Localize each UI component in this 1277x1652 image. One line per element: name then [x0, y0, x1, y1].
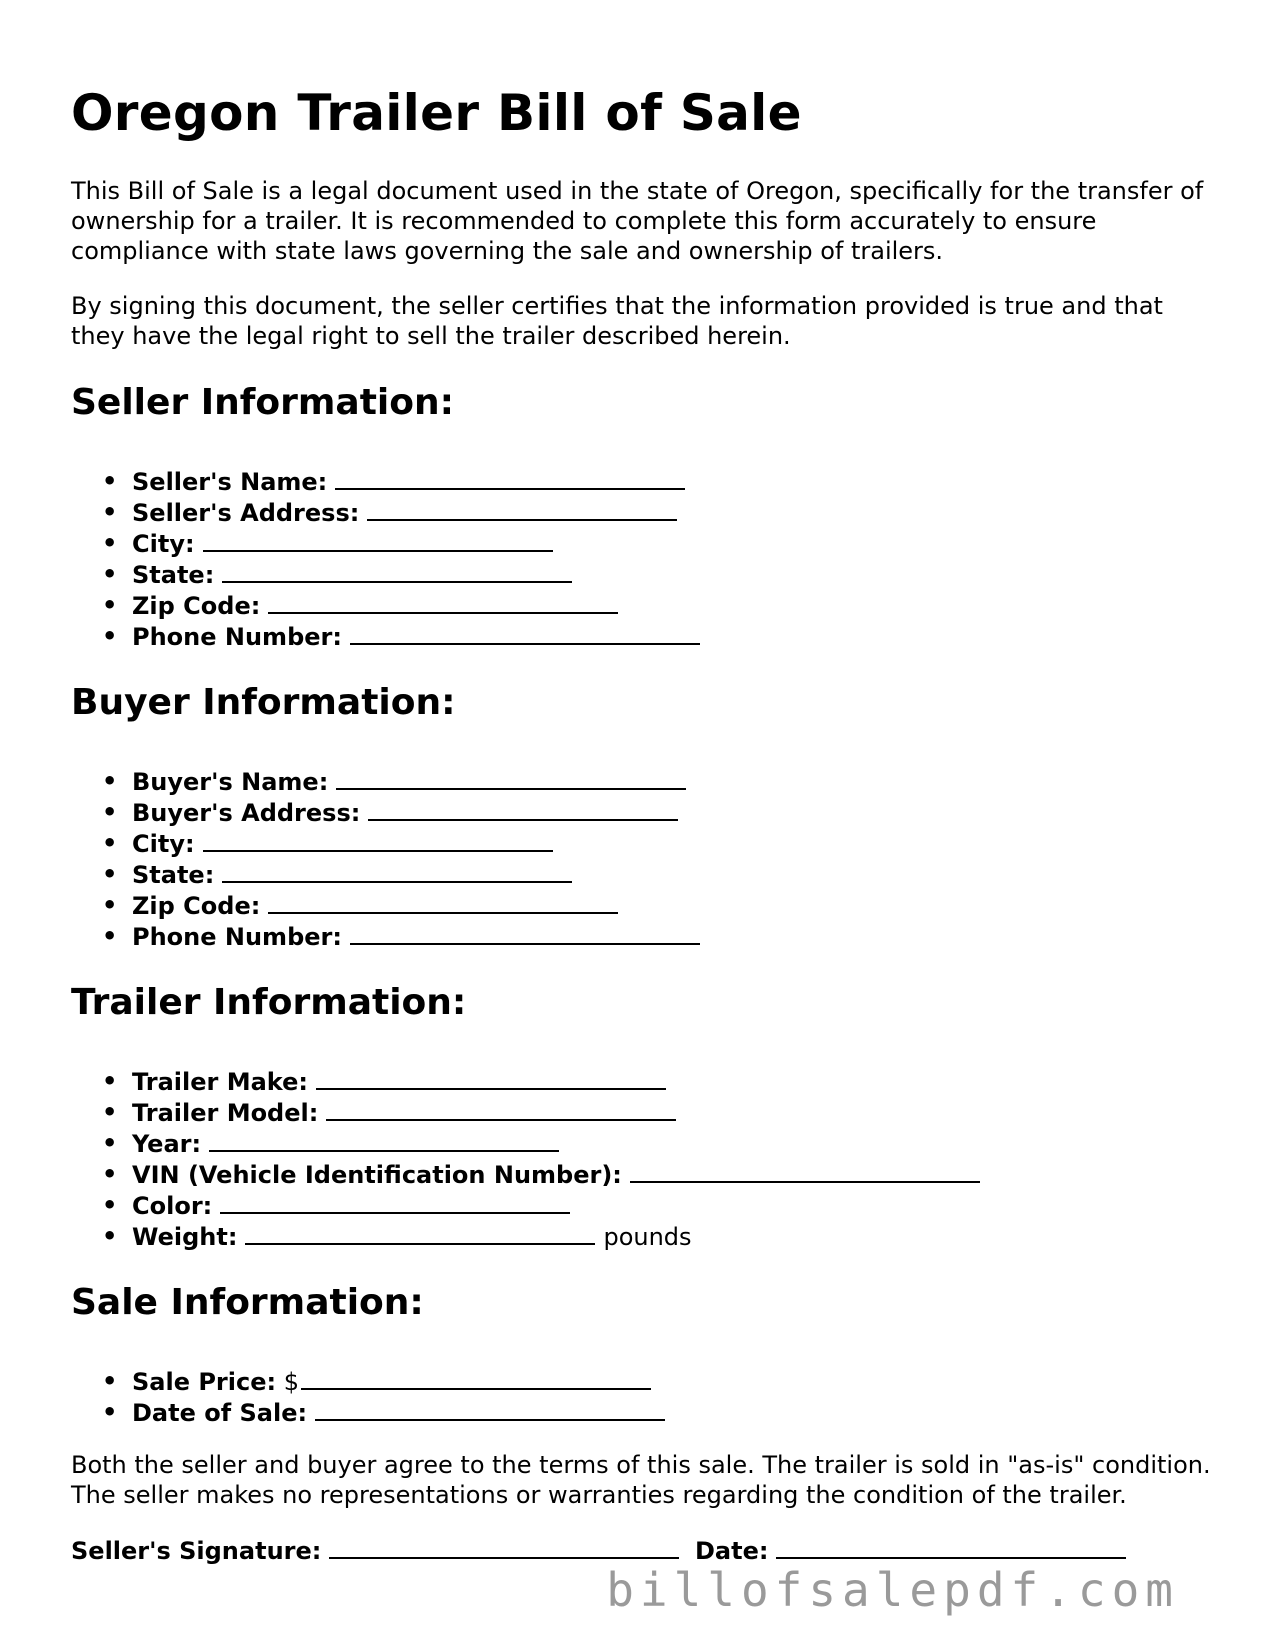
weight-unit: pounds [603, 1223, 692, 1251]
buyer-phone-blank[interactable] [350, 921, 700, 945]
buyer-state-field [102, 859, 1221, 890]
sale-fields-list [71, 1366, 1221, 1428]
sale-price-field [102, 1366, 1221, 1397]
bullet: • [102, 560, 118, 588]
field-label: State: [132, 561, 215, 589]
bullet: • [102, 622, 118, 650]
seller-name-blank[interactable] [335, 466, 685, 490]
document-page [71, 84, 1221, 1566]
trailer-vin-field [102, 1159, 1221, 1190]
bullet: • [102, 591, 118, 619]
bullet: • [102, 1398, 118, 1426]
field-label: Color: [132, 1192, 213, 1220]
seller-zip-blank[interactable] [268, 590, 618, 614]
intro-paragraph-2: By signing this document, the seller certifies that the information provided is true and that they have the legal right to sell the trailer described herein. [71, 292, 1163, 350]
bullet: • [102, 922, 118, 950]
seller-city-field [102, 528, 1221, 559]
seller-address-blank[interactable] [367, 497, 677, 521]
field-label: City: [132, 530, 195, 558]
seller-section-heading: Seller Information: [71, 382, 455, 423]
bullet: • [102, 798, 118, 826]
signature-line [71, 1535, 1221, 1566]
field-label: Phone Number: [132, 623, 342, 651]
trailer-model-field [102, 1097, 1221, 1128]
field-label: Zip Code: [132, 892, 261, 920]
bullet: • [102, 1129, 118, 1157]
trailer-year-blank[interactable] [209, 1128, 559, 1152]
trailer-weight-field [102, 1221, 1221, 1252]
bullet: • [102, 1367, 118, 1395]
seller-signature-blank[interactable] [329, 1535, 679, 1559]
buyer-address-blank[interactable] [368, 797, 678, 821]
document-title: Oregon Trailer Bill of Sale [71, 84, 802, 142]
field-label: Trailer Model: [132, 1099, 319, 1127]
bullet: • [102, 829, 118, 857]
field-label: Year: [132, 1130, 202, 1158]
seller-city-blank[interactable] [203, 528, 553, 552]
trailer-vin-blank[interactable] [630, 1159, 980, 1183]
intro-paragraph-1: This Bill of Sale is a legal document used in the state of Oregon, specifically for the transfer of ownership for a trailer. It is recommended to complete this form accurately to ensure compliance with state laws governing the sale and ownership of trailers. [71, 177, 1204, 265]
trailer-fields-list [71, 1066, 1221, 1252]
seller-phone-blank[interactable] [350, 621, 700, 645]
buyer-section-heading: Buyer Information: [71, 682, 456, 723]
bullet: • [102, 498, 118, 526]
trailer-color-blank[interactable] [220, 1190, 570, 1214]
seller-phone-field [102, 621, 1221, 652]
trailer-color-field [102, 1190, 1221, 1221]
signature-date-blank[interactable] [776, 1535, 1126, 1559]
bullet: • [102, 1191, 118, 1219]
bullet: • [102, 1067, 118, 1095]
bullet: • [102, 1098, 118, 1126]
bullet: • [102, 1222, 118, 1250]
field-label: Weight: [132, 1223, 238, 1251]
field-label: Phone Number: [132, 923, 342, 951]
seller-state-field [102, 559, 1221, 590]
buyer-state-blank[interactable] [222, 859, 572, 883]
buyer-name-field [102, 766, 1221, 797]
buyer-zip-blank[interactable] [268, 890, 618, 914]
seller-state-blank[interactable] [222, 559, 572, 583]
field-label: Sale Price: [132, 1368, 277, 1396]
terms-paragraph: Both the seller and buyer agree to the terms of this sale. The trailer is sold in "as-is" condition. The seller makes no representations or warranties regarding the condition of the trailer. [71, 1451, 1211, 1509]
seller-address-field [102, 497, 1221, 528]
buyer-city-field [102, 828, 1221, 859]
bullet: • [102, 467, 118, 495]
seller-zip-field [102, 590, 1221, 621]
seller-signature-label: Seller's Signature: [71, 1537, 322, 1565]
sale-price-blank[interactable] [301, 1366, 651, 1390]
field-label: Seller's Address: [132, 499, 360, 527]
currency-symbol: $ [283, 1368, 300, 1396]
trailer-make-blank[interactable] [316, 1066, 666, 1090]
buyer-zip-field [102, 890, 1221, 921]
bullet: • [102, 891, 118, 919]
sale-section-heading: Sale Information: [71, 1282, 424, 1323]
field-label: Trailer Make: [132, 1068, 308, 1096]
trailer-section-heading: Trailer Information: [71, 982, 467, 1023]
field-label: Buyer's Address: [132, 799, 361, 827]
trailer-model-blank[interactable] [326, 1097, 676, 1121]
field-label: Seller's Name: [132, 468, 328, 496]
watermark-text: billofsalepdf.com [606, 1563, 1179, 1617]
trailer-weight-blank[interactable] [245, 1221, 595, 1245]
field-label: Zip Code: [132, 592, 261, 620]
seller-name-field [102, 466, 1221, 497]
bullet: • [102, 767, 118, 795]
trailer-make-field [102, 1066, 1221, 1097]
buyer-address-field [102, 797, 1221, 828]
field-label: Date of Sale: [132, 1399, 308, 1427]
trailer-year-field [102, 1128, 1221, 1159]
sale-date-field [102, 1397, 1221, 1428]
bullet: • [102, 529, 118, 557]
field-label: Buyer's Name: [132, 768, 329, 796]
field-label: City: [132, 830, 195, 858]
field-label: VIN (Vehicle Identification Number): [132, 1161, 622, 1189]
buyer-phone-field [102, 921, 1221, 952]
seller-fields-list [71, 466, 1221, 652]
field-label: State: [132, 861, 215, 889]
buyer-name-blank[interactable] [336, 766, 686, 790]
sale-date-blank[interactable] [315, 1397, 665, 1421]
bullet: • [102, 1160, 118, 1188]
buyer-fields-list [71, 766, 1221, 952]
signature-date-label: Date: [695, 1537, 769, 1565]
bullet: • [102, 860, 118, 888]
buyer-city-blank[interactable] [203, 828, 553, 852]
